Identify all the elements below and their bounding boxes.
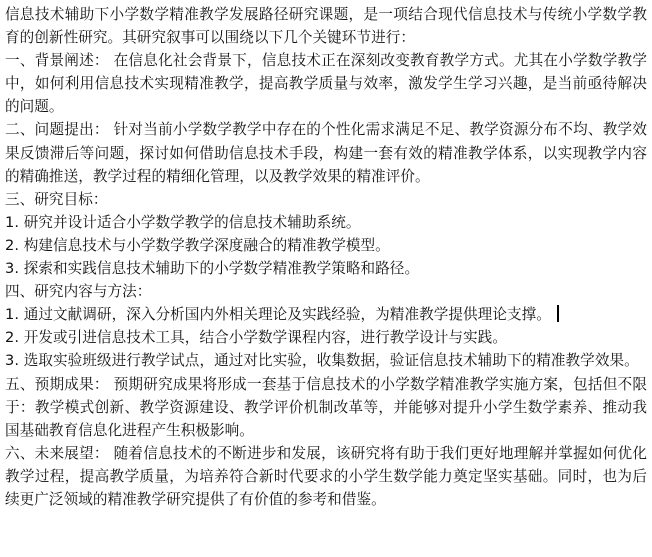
section-methods-heading: 四、研究内容与方法： bbox=[5, 283, 152, 301]
section-goals-heading: 三、研究目标： bbox=[5, 190, 108, 208]
section-heading: 一、背景阐述： bbox=[5, 52, 109, 70]
list-item: 2. 开发或引进信息技术工具，结合小学数学课程内容，进行教学设计与实践。 bbox=[5, 329, 507, 347]
list-item-text: 1. 通过文献调研，深入分析国内外相关理论及实践经验，为精准教学提供理论支撑。 bbox=[5, 306, 551, 324]
text-cursor bbox=[557, 305, 559, 322]
intro-paragraph: 信息技术辅助下小学数学精准教学发展路径研究课题，是一项结合现代信息技术与传统小学数学教育的创新性研究。其研究叙事可以围绕以下几个关键环节进行： bbox=[5, 6, 647, 47]
section-problem bbox=[5, 118, 647, 187]
section-outcomes bbox=[5, 373, 647, 442]
section-text: 预期研究成果将形成一套基于信息技术的小学数学精准教学实施方案，包括但不限于：教学模式创新、教学资源建设、教学评价机制改革等，并能够对提升小学生数学素养、推动我国基础教育信息化进程产生积极影响。 bbox=[5, 375, 647, 439]
section-text: 随着信息技术的不断进步和发展，该研究将有助于我们更好地理解并掌握如何优化教学过程，提高教学质量，为培养符合新时代要求的小学生数学能力奠定坚实基础。同时，也为后续更广泛领域的精准教学研究提供了有价值的参考和借鉴。 bbox=[5, 444, 647, 508]
document-body[interactable] bbox=[5, 3, 647, 511]
section-background bbox=[5, 49, 647, 118]
list-item: 2. 构建信息技术与小学数学教学深度融合的精准教学模型。 bbox=[5, 236, 390, 254]
list-item: 1. 研究并设计适合小学数学教学的信息技术辅助系统。 bbox=[5, 213, 361, 231]
list-item: 3. 选取实验班级进行教学试点，通过对比实验，收集数据，验证信息技术辅助下的精准教学效果。 bbox=[5, 352, 639, 370]
section-text: 在信息化社会背景下，信息技术正在深刻改变教育教学方式。尤其在小学数学教学中，如何利用信息技术实现精准教学，提高教学质量与效率，激发学生学习兴趣，是当前亟待解决的问题。 bbox=[5, 52, 647, 116]
section-text: 针对当前小学数学教学中存在的个性化需求满足不足、教学资源分布不均、教学效果反馈滞后等问题，探讨如何借助信息技术手段，构建一套有效的精准教学体系，以实现教学内容的精确推送，教学过程的精细化管理，以及教学效果的精准评价。 bbox=[5, 121, 647, 185]
section-heading: 五、预期成果： bbox=[5, 375, 109, 393]
list-item: 3. 探索和实践信息技术辅助下的小学数学精准教学策略和路径。 bbox=[5, 260, 420, 278]
section-heading: 二、问题提出： bbox=[5, 121, 109, 139]
list-item-with-cursor bbox=[5, 303, 647, 326]
section-heading: 六、未来展望： bbox=[5, 444, 109, 462]
section-outlook bbox=[5, 442, 647, 511]
